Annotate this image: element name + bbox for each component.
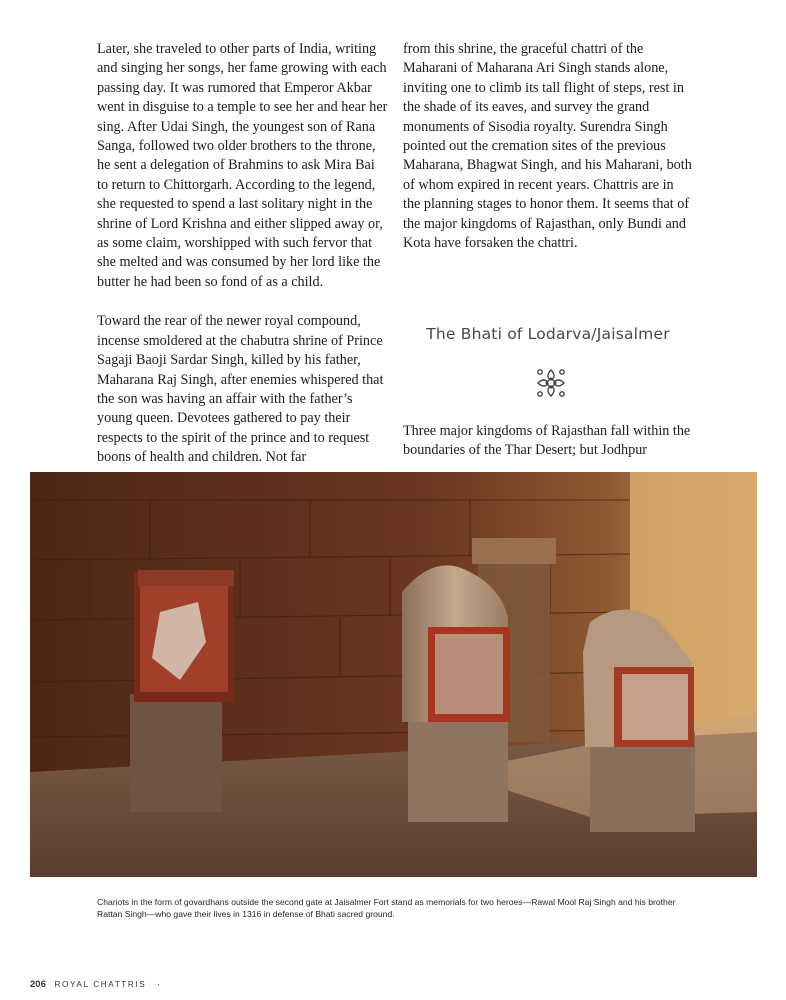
page-number: 206: [30, 979, 46, 990]
photo-illustration: [30, 472, 757, 877]
memorial-stones-photo: [30, 472, 757, 877]
body-paragraph: Later, she traveled to other parts of India, writing and singing her songs, her fame growing with each passing day. It was rumored that Emperor Akbar went in disguise to a temple to see her and hear her sing. After Udai Singh, the youngest son of Rana Sanga, followed two older brothers to the throne, he sent a delegation of Brahmins to ask Mira Bai to return to Chittorgarh. According to the legend, she requested to spend a last solitary night in the shrine of Lord Krishna and either slipped away or, as some claim, worshipped with such fervor that she melted and was consumed by her lord like the butter he had been so fond of as a child.: [97, 41, 388, 290]
quatrefoil-ornament-icon: [534, 366, 568, 400]
body-paragraph: from this shrine, the graceful chattri of the Maharani of Maharana Ari Singh stands alone, inviting one to climb its tall flight of steps, rest in the shade of its eaves, and survey the grand monuments of Sisodia royalty. Surendra Singh pointed out the cremation sites of the previous Maharana, Bhagwat Singh, and his Maharani, both of whom expired in recent years. Chattris are in the planning stages to honor them. It seems that of the major kingdoms of Rajasthan, only Bundi and Kota have forsaken the chattri.: [403, 41, 692, 252]
footer-separator: ·: [157, 979, 161, 990]
page-footer: [30, 979, 160, 990]
body-paragraph: Toward the rear of the newer royal compound, incense smoldered at the chabutra shrine of Prince Sagaji Baoji Sardar Singh, killed by his father, Maharana Raj Singh, after enemies whispered that the son was having an affair with the father’s young queen. Devotees gathered to pay their respects to the spirit of the prince and to request boons of health and children. Not far: [97, 313, 384, 466]
photo-caption: Chariots in the form of govardhans outside the second gate at Jaisalmer Fort stand as memorials for two heroes—Rawal Mool Raj Singh and his brother Rattan Singh—who gave their lives in 1316 in defense of Bhati sacred ground.: [97, 897, 676, 919]
left-text-column: [97, 40, 389, 468]
running-head: ROYAL CHATTRIS: [54, 980, 147, 989]
section-heading: The Bhati of Lodarva/Jaisalmer: [426, 325, 670, 343]
body-paragraph: Three major kingdoms of Rajasthan fall within the boundaries of the Thar Desert; but Jodhpur: [403, 423, 691, 459]
